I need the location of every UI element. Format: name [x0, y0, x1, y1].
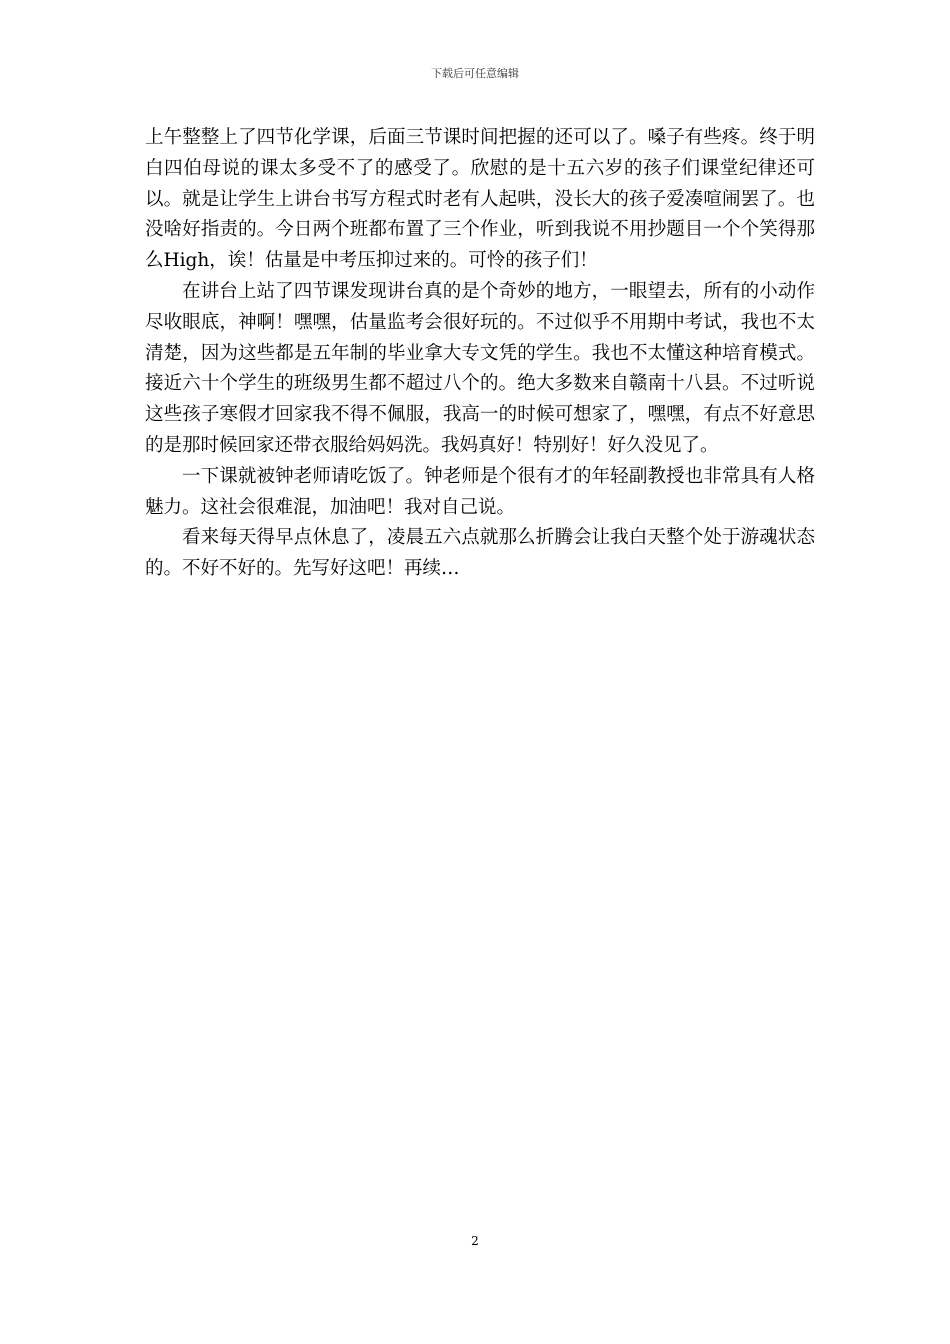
document-body: [145, 123, 815, 585]
page-number: 2: [471, 1234, 479, 1248]
paragraph-4: 看来每天得早点休息了，凌晨五六点就那么折腾会让我白天整个处于游魂状态的。不好不好的。先写好这吧！再续…: [145, 527, 815, 580]
paragraph-1: 上午整整上了四节化学课，后面三节课时间把握的还可以了。嗓子有些疼。终于明白四伯母说的课太多受不了的感受了。欣慰的是十五六岁的孩子们课堂纪律还可以。就是让学生上讲台书写方程式时老有人起哄，没长大的孩子爱凑喧闹罢了。也没啥好指责的。今日两个班都布置了三个作业，听到我说不用抄题目一个个笑得那么High，诶！估量是中考压抑过来的。可怜的孩子们！: [145, 127, 815, 272]
paragraph-2: 在讲台上站了四节课发现讲台真的是个奇妙的地方，一眼望去，所有的小动作尽收眼底，神啊！嘿嘿，估量监考会很好玩的。不过似乎不用期中考试，我也不太清楚，因为这些都是五年制的毕业拿大专文凭的学生。我也不太懂这种培育模式。接近六十个学生的班级男生都不超过八个的。绝大多数来自赣南十八县。不过听说这些孩子寒假才回家我不得不佩服，我高一的时候可想家了，嘿嘿，有点不好意思的是那时候回家还带衣服给妈妈洗。我妈真好！特别好！好久没见了。: [145, 280, 815, 456]
paragraph-3: 一下课就被钟老师请吃饭了。钟老师是个很有才的年轻副教授也非常具有人格魅力。这社会很难混，加油吧！我对自己说。: [145, 465, 815, 518]
page-header: 下载后可任意编辑: [431, 67, 519, 80]
